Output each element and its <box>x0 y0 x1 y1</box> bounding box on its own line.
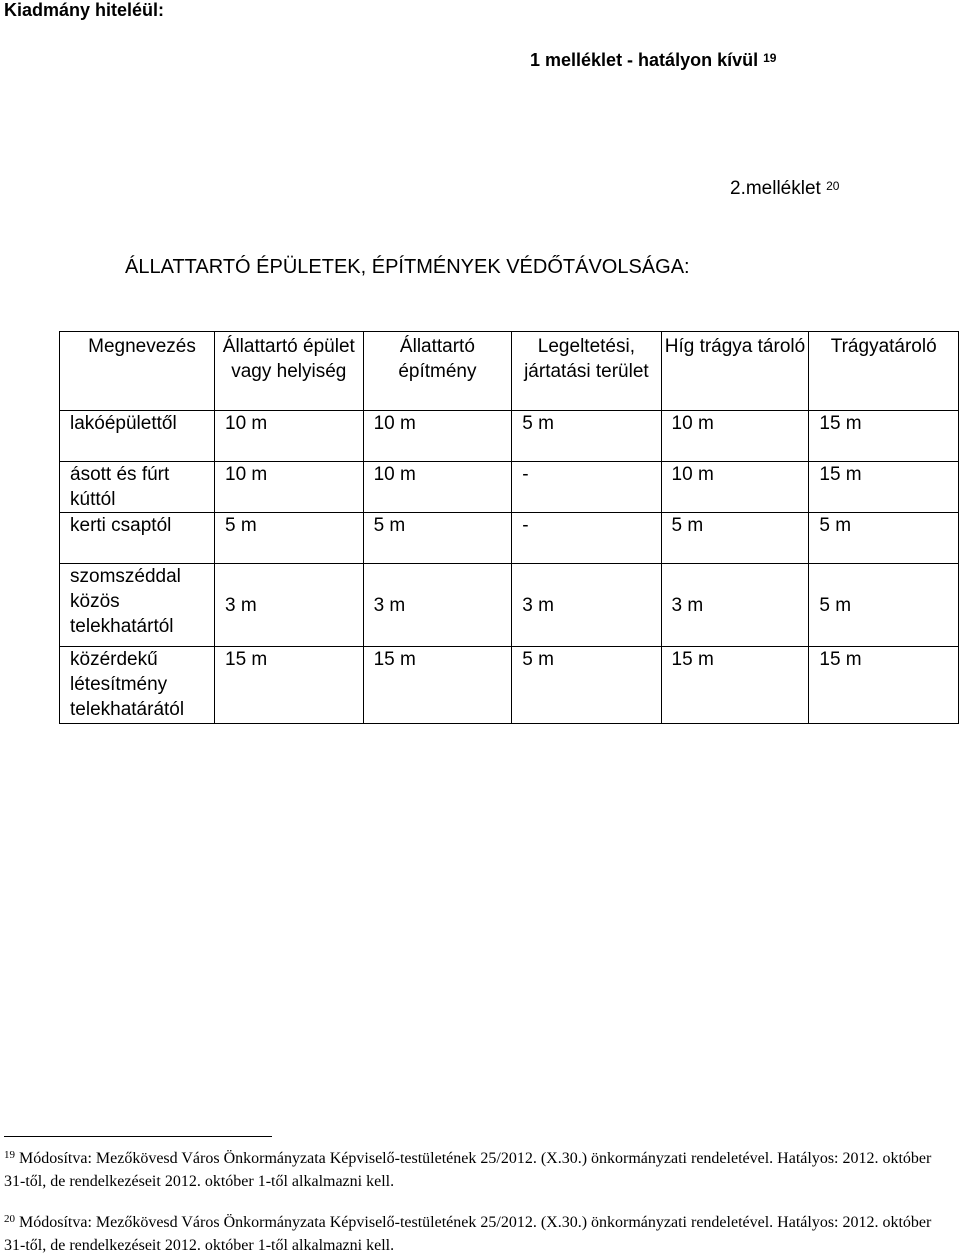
footnote-ref-20[interactable]: 20 <box>826 179 840 193</box>
table-cell: 3 m <box>661 564 809 647</box>
table-cell: 3 m <box>215 564 364 647</box>
header-cell-name: Megnevezés <box>60 332 215 411</box>
table-cell: 10 m <box>215 411 364 462</box>
footnote-20 <box>4 1212 954 1257</box>
footnote-separator <box>4 1136 272 1137</box>
table-cell: 10 m <box>661 462 809 513</box>
page-title: ÁLLATTARTÓ ÉPÜLETEK, ÉPÍTMÉNYEK VÉDŐTÁVOLSÁGA: <box>125 256 690 278</box>
footnote-ref-19[interactable]: 19 <box>763 51 777 65</box>
table-row <box>60 564 959 647</box>
table-cell: 15 m <box>661 647 809 724</box>
footnote-text: Módosítva: Mezőkövesd Város Önkormányzata Képviselő-testületének 25/2012. (X.30.) önkormányzati rendeletével. Hatályos: 2012. október 31-től, de rendelkezéseit 2012. október 1-től alkalmazni kell. <box>4 1214 932 1254</box>
footnote-number: 20 <box>4 1213 15 1225</box>
table-cell: - <box>512 462 661 513</box>
table-cell: 5 m <box>661 513 809 564</box>
header-cell-liquid-manure: Híg trágya tároló <box>661 332 809 411</box>
annex-2-heading <box>730 178 839 200</box>
footnote-text: Módosítva: Mezőkövesd Város Önkormányzata Képviselő-testületének 25/2012. (X.30.) önkormányzati rendeletével. Hatályos: 2012. október 31-től, de rendelkezéseit 2012. október 1-től alkalmazni kell. <box>4 1150 932 1190</box>
table-cell: 5 m <box>809 564 959 647</box>
table-cell: 5 m <box>512 411 661 462</box>
table-cell: 15 m <box>363 647 512 724</box>
table-cell: 5 m <box>512 647 661 724</box>
table-header-row <box>60 332 959 411</box>
annex-1-heading <box>530 50 776 71</box>
table-cell: 5 m <box>215 513 364 564</box>
table-cell: 15 m <box>809 462 959 513</box>
table-cell: 3 m <box>363 564 512 647</box>
certified-copy-label: Kiadmány hiteléül: <box>4 0 165 20</box>
table-row <box>60 462 959 513</box>
header-cell-structure: Állattartó építmény <box>363 332 512 411</box>
row-label: kerti csaptól <box>60 513 215 564</box>
table-row <box>60 513 959 564</box>
table-cell: 15 m <box>809 647 959 724</box>
distance-table <box>59 331 959 724</box>
table-cell: 15 m <box>809 411 959 462</box>
table-row <box>60 647 959 724</box>
header-cell-building: Állattartó épület vagy helyiség <box>215 332 364 411</box>
row-label: közérdekű létesítmény telekhatárától <box>60 647 215 724</box>
header-cell-manure-storage: Trágyatároló <box>809 332 959 411</box>
table-cell: - <box>512 513 661 564</box>
row-label: ásott és fúrt kúttól <box>60 462 215 513</box>
table-cell: 10 m <box>363 411 512 462</box>
table-cell: 5 m <box>363 513 512 564</box>
table-cell: 3 m <box>512 564 661 647</box>
table-row <box>60 411 959 462</box>
table-cell: 10 m <box>215 462 364 513</box>
row-label: szomszéddal közös telekhatártól <box>60 564 215 647</box>
table-cell: 10 m <box>661 411 809 462</box>
table-cell: 10 m <box>363 462 512 513</box>
footnote-number: 19 <box>4 1149 15 1161</box>
header-cell-grazing: Legeltetési, jártatási terület <box>512 332 661 411</box>
table-cell: 5 m <box>809 513 959 564</box>
footnote-19 <box>4 1148 954 1193</box>
annex-2-text: 2.melléklet <box>730 178 821 199</box>
row-label: lakóépülettől <box>60 411 215 462</box>
annex-1-text: 1 melléklet - hatályon kívül <box>530 50 759 70</box>
table-cell: 15 m <box>215 647 364 724</box>
